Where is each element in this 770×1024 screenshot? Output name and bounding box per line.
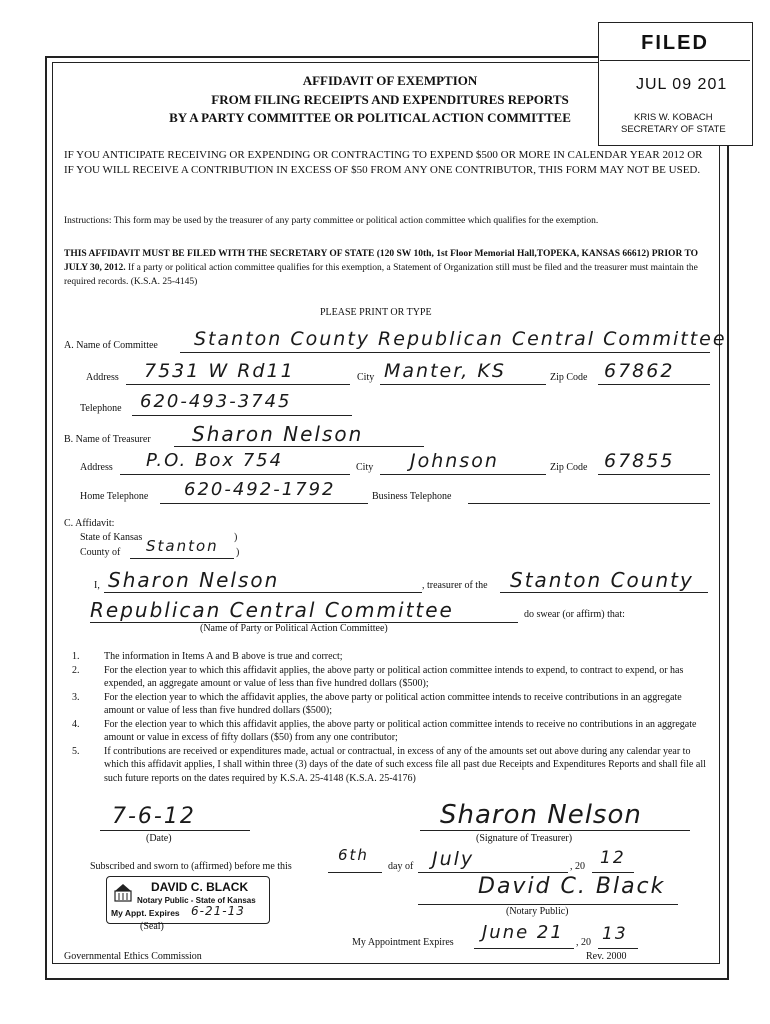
appointment-value: June 21 [482, 922, 564, 943]
treasurer-address-label: Address [80, 462, 113, 473]
treasurer-name-label: B. Name of Treasurer [64, 434, 151, 445]
affidavit-item-4 [72, 718, 706, 745]
filed-stamp-name: KRIS W. KOBACH [634, 112, 713, 123]
notice-text: IF YOU ANTICIPATE RECEIVING OR EXPENDING OR CONTRACTING TO EXPEND $500 OR MORE IN CALENDAR YEAR 2012 OR IF YOU WILL RECEIVE A CONTRIBUTION IN EXCESS OF $50 FROM ANY ONE CONTRIBUTOR, THIS FORM MAY NOT BE USED. [64, 149, 703, 176]
affidavit-treasurer-name-field [104, 570, 422, 593]
notary-year-field [592, 848, 634, 873]
treasurer-home-phone-field [160, 481, 368, 504]
notary-signature-field [418, 874, 678, 905]
committee-address-field [126, 362, 350, 385]
affidavit-county-label: County of [80, 547, 121, 558]
affidavit-state: State of Kansas [80, 532, 143, 543]
form-title-line2: FROM FILING RECEIPTS AND EXPENDITURES REPORTS [211, 92, 569, 107]
committee-address-label: Address [86, 372, 119, 383]
footer-right: Rev. 2000 [586, 951, 627, 962]
treasurer-address-value: P.O. Box 754 [146, 450, 284, 471]
affidavit-committee-field-2 [90, 600, 518, 623]
item-number: 1. [72, 651, 80, 662]
committee-city-value: Manter, KS [384, 360, 506, 382]
treasurer-name-value: Sharon Nelson [192, 422, 364, 446]
filed-stamp-label: FILED [641, 32, 709, 54]
notary-month-field [418, 848, 568, 873]
seal-expires-value: 6-21-13 [191, 904, 245, 918]
treasurer-zip-value: 67855 [604, 450, 675, 472]
form-title-line3: BY A PARTY COMMITTEE OR POLITICAL ACTION COMMITTEE [169, 110, 571, 125]
committee-name-label: A. Name of Committee [64, 340, 158, 351]
notary-seal [106, 876, 270, 924]
committee-phone-value: 620-493-3745 [140, 391, 292, 412]
affidavit-item-5 [72, 745, 706, 786]
notary-signature-caption: (Notary Public) [506, 906, 569, 917]
notary-year-value: 12 [600, 848, 626, 868]
affidavit-item-2 [72, 664, 706, 691]
affidavit-treasurer-of: , treasurer of the [422, 580, 488, 591]
seal-building-icon [113, 883, 133, 903]
affidavit-committee-caption: (Name of Party or Political Action Committee) [200, 623, 388, 634]
print-or-type-label: PLEASE PRINT OR TYPE [320, 307, 432, 318]
committee-city-label: City [357, 372, 375, 383]
seal-expires-label: My Appt. Expires [111, 908, 180, 918]
notary-signature-value: David C. Black [478, 874, 666, 899]
notary-year-prefix: , 20 [570, 861, 585, 872]
treasurer-name-field [174, 424, 424, 447]
treasurer-city-label: City [356, 462, 374, 473]
subscribed-text: Subscribed and sworn to (affirmed) before me this [90, 861, 292, 872]
filing-instructions-rest: If a party or political action committee qualifies for this exemption, a Statement of Organization still must be filed and the treasurer must maintain the required records. (K.S.A. 25-4145) [64, 263, 698, 287]
seal-name: DAVID C. BLACK [151, 880, 249, 894]
treasurer-signature-field [420, 800, 690, 831]
item-number: 3. [72, 691, 80, 703]
item-text: For the election year to which this affidavit applies, the above party or political action committee intends to expend, to contract to expend, or has expended, an aggregate amount or value of less than five hundred dollars ($500); [104, 664, 684, 689]
form-title-line1: AFFIDAVIT OF EXEMPTION [302, 73, 478, 88]
affidavit-i-label: I, [94, 580, 100, 591]
item-number: 5. [72, 745, 80, 757]
treasurer-zip-field [598, 452, 710, 475]
item-text: The information in Items A and B above is true and correct; [104, 651, 343, 662]
affidavit-committee-field-1 [500, 570, 708, 593]
notary-day-value: 6th [338, 846, 369, 864]
treasurer-business-phone-label: Business Telephone [372, 491, 452, 502]
committee-phone-label: Telephone [80, 403, 122, 414]
committee-city-field [380, 362, 546, 385]
seal-label: (Seal) [140, 921, 164, 932]
instructions-text: Instructions: This form may be used by the treasurer of any party committee or political action committee which qualifies for the exemption. [64, 216, 599, 226]
affidavit-treasurer-name-value: Sharon Nelson [108, 568, 280, 592]
item-text: For the election year to which this affidavit applies, the above party or political action committee intends to receive no contributions in an aggregate amount or value in excess of fifty dollars ($50) from any one contributor; [104, 718, 697, 743]
appointment-year-prefix: , 20 [576, 937, 591, 948]
affidavit-county-value: Stanton [146, 537, 219, 555]
committee-phone-field [132, 393, 352, 416]
treasurer-home-phone-value: 620-492-1792 [184, 479, 336, 500]
date-caption: (Date) [146, 833, 172, 844]
committee-zip-field [598, 362, 710, 385]
notary-day-of: day of [388, 861, 414, 872]
committee-address-value: 7531 W Rd11 [144, 360, 295, 382]
affidavit-county-paren: ) [236, 547, 240, 558]
affidavit-do-swear: do swear (or affirm) that: [524, 609, 625, 620]
treasurer-signature-value: Sharon Nelson [440, 800, 642, 830]
treasurer-zip-label: Zip Code [550, 462, 588, 473]
seal-subtitle: Notary Public - State of Kansas [137, 896, 256, 905]
filing-instructions-bold: THIS AFFIDAVIT MUST BE FILED WITH THE SECRETARY OF STATE (120 SW 10th, 1st Floor Memorial Hall,TOPEKA, KANSAS 66612) PRIOR TO JULY 30, 2012. [64, 249, 699, 273]
item-number: 4. [72, 718, 80, 730]
committee-zip-label: Zip Code [550, 372, 588, 383]
committee-zip-value: 67862 [604, 360, 675, 382]
treasurer-business-phone-field [468, 481, 710, 504]
affidavit-item-3 [72, 691, 706, 718]
affidavit-committee-value-2: Republican Central Committee [90, 598, 454, 622]
appointment-year-field [598, 924, 638, 949]
filed-stamp-title: SECRETARY OF STATE [621, 124, 726, 135]
affidavit-item-1 [72, 650, 706, 664]
treasurer-city-value: Johnson [410, 450, 499, 472]
affidavit-committee-value-1: Stanton County [510, 568, 694, 592]
filing-instructions [64, 247, 712, 289]
notary-month-value: July [432, 848, 475, 870]
treasurer-signature-caption: (Signature of Treasurer) [476, 833, 573, 844]
item-number: 2. [72, 664, 80, 676]
treasurer-address-field [120, 452, 350, 475]
appointment-field [474, 922, 574, 949]
item-text: If contributions are received or expenditures made, actual or contractual, in excess of any of the amounts set out above during any calendar year to which this affidavit applies, I shall within three (3) days of the date of such excess file all past due Receipts and Expenditures Reports and shall file all such future reports on the dates required by K.S.A. 25-4148 (K.S.A. 25-4176) [104, 745, 706, 784]
committee-name-value: Stanton County Republican Central Committee [194, 328, 727, 350]
filed-stamp-date: JUL 09 201 [636, 76, 728, 93]
filed-stamp-divider [600, 60, 750, 61]
affidavit-county-field [130, 537, 234, 559]
treasurer-city-field [380, 452, 546, 475]
date-field [100, 806, 250, 831]
notary-day-field [328, 846, 382, 873]
committee-name-field [180, 328, 727, 353]
footer-left: Governmental Ethics Commission [64, 951, 202, 962]
affidavit-items [72, 650, 706, 785]
date-value: 7-6-12 [112, 804, 196, 829]
appointment-year-value: 13 [602, 924, 628, 944]
item-text: For the election year to which the affidavit applies, the above party or political action committee intends to receive contributions in an aggregate amount or value of less than five hundred dollars ($500); [104, 691, 682, 716]
appointment-label: My Appointment Expires [352, 937, 454, 948]
affidavit-state-paren: ) [234, 532, 238, 543]
affidavit-label: C. Affidavit: [64, 518, 115, 529]
treasurer-home-phone-label: Home Telephone [80, 491, 149, 502]
